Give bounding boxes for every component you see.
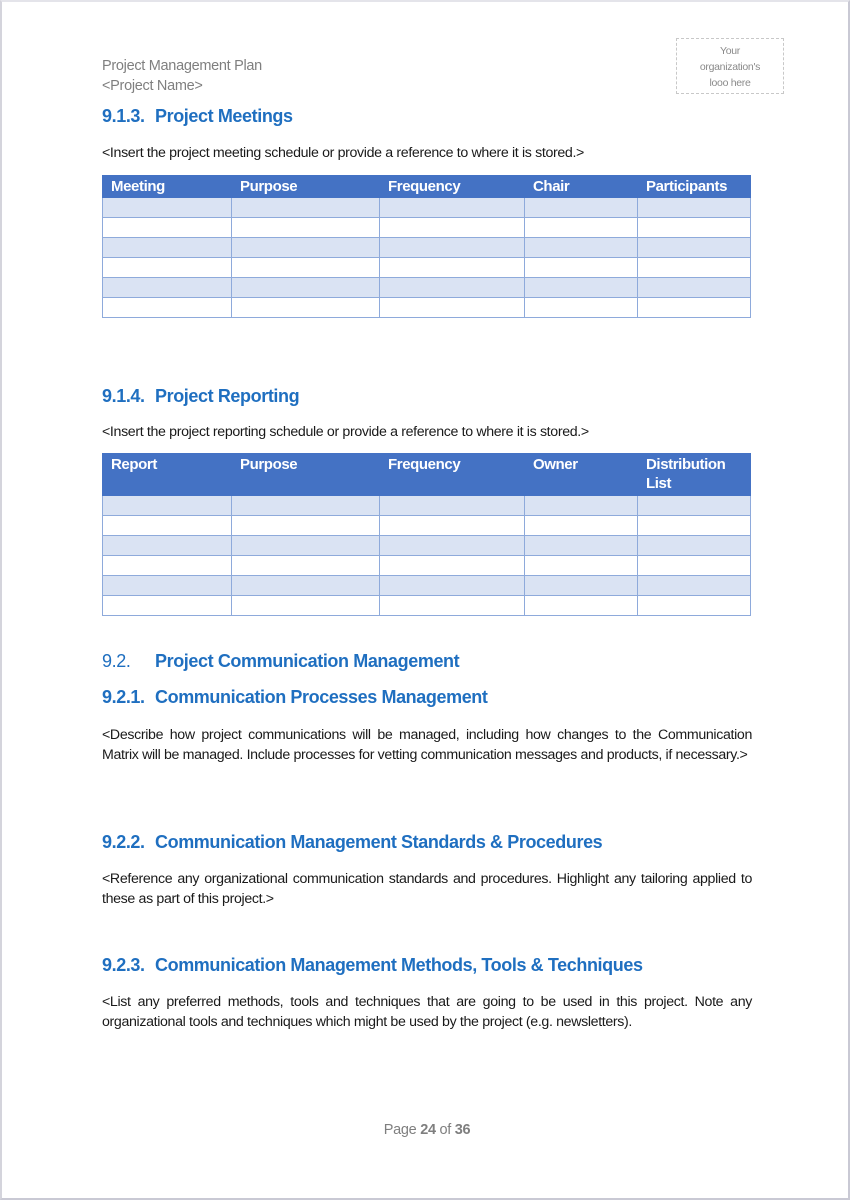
table-header-row	[103, 454, 751, 496]
section-number: 9.1.3.	[102, 106, 145, 126]
table-cell[interactable]	[232, 278, 380, 298]
table-cell[interactable]	[638, 596, 751, 616]
section-title: Communication Processes Management	[155, 687, 488, 707]
section-number: 9.2.2.	[102, 832, 145, 852]
table-row	[103, 516, 751, 536]
communication-processes-body: <Describe how project communications will be managed, including how changes to the Communication Matrix will be managed. Include processes for vetting communication messages and products, if necessary.>	[102, 727, 752, 763]
table-cell[interactable]	[103, 496, 232, 516]
table-cell[interactable]	[525, 278, 638, 298]
column-header: Distribution List	[638, 454, 751, 496]
table-cell[interactable]	[638, 238, 751, 258]
column-header: Chair	[525, 176, 638, 198]
table-cell[interactable]	[103, 576, 232, 596]
table-cell[interactable]	[638, 278, 751, 298]
table-cell[interactable]	[638, 536, 751, 556]
table-cell[interactable]	[103, 238, 232, 258]
table-row	[103, 198, 751, 218]
table-cell[interactable]	[638, 516, 751, 536]
communication-methods-body: <List any preferred methods, tools and techniques that are going to be used in this project. Note any organizational tools and techniques which might be used by the project (e.g. newsletters).	[102, 994, 752, 1030]
table-cell[interactable]	[525, 516, 638, 536]
section-title: Project Reporting	[155, 386, 300, 406]
section-title: Project Communication Management	[155, 651, 460, 671]
heading-communication-management	[102, 651, 459, 672]
column-header: Meeting	[103, 176, 232, 198]
table-row	[103, 298, 751, 318]
table-cell[interactable]	[525, 258, 638, 278]
table-cell[interactable]	[380, 298, 525, 318]
column-header: Participants	[638, 176, 751, 198]
table-cell[interactable]	[380, 556, 525, 576]
logo-line: looo here	[709, 77, 751, 89]
column-header: Owner	[525, 454, 638, 496]
table-row	[103, 576, 751, 596]
running-header	[102, 56, 262, 96]
table-cell[interactable]	[380, 278, 525, 298]
table-row	[103, 238, 751, 258]
table-row	[103, 278, 751, 298]
table-cell[interactable]	[525, 298, 638, 318]
table-cell[interactable]	[232, 516, 380, 536]
table-cell[interactable]	[380, 516, 525, 536]
table-cell[interactable]	[525, 556, 638, 576]
column-header: Frequency	[380, 176, 525, 198]
table-cell[interactable]	[103, 516, 232, 536]
table-cell[interactable]	[638, 258, 751, 278]
table-cell[interactable]	[232, 258, 380, 278]
table-cell[interactable]	[232, 218, 380, 238]
meetings-instruction: <Insert the project meeting schedule or provide a reference to where it is stored.>	[102, 145, 584, 161]
table-row	[103, 496, 751, 516]
table-cell[interactable]	[525, 238, 638, 258]
table-row	[103, 536, 751, 556]
table-cell[interactable]	[638, 298, 751, 318]
table-cell[interactable]	[380, 596, 525, 616]
section-title: Project Meetings	[155, 106, 293, 126]
table-row	[103, 258, 751, 278]
column-header: Purpose	[232, 176, 380, 198]
table-cell[interactable]	[103, 258, 232, 278]
column-header: Report	[103, 454, 232, 496]
table-cell[interactable]	[103, 536, 232, 556]
page-label: Page	[383, 1122, 417, 1138]
table-cell[interactable]	[638, 496, 751, 516]
table-cell[interactable]	[380, 576, 525, 596]
column-header: Purpose	[232, 454, 380, 496]
total-pages-number: 36	[454, 1122, 471, 1138]
section-number: 9.2.3.	[102, 955, 145, 975]
communication-standards-body: <Reference any organizational communication standards and procedures. Highlight any tailoring applied to these as part of this project.>	[102, 871, 752, 907]
section-number: 9.1.4.	[102, 386, 145, 406]
of-label: of	[439, 1122, 451, 1138]
table-cell[interactable]	[380, 218, 525, 238]
column-header: Frequency	[380, 454, 525, 496]
table-cell[interactable]	[232, 576, 380, 596]
section-number: 9.2.	[102, 651, 131, 671]
current-page-number: 24	[420, 1122, 436, 1138]
table-cell[interactable]	[380, 258, 525, 278]
table-header-row	[103, 176, 751, 198]
section-title: Communication Management Standards & Procedures	[155, 832, 603, 852]
table-row	[103, 596, 751, 616]
table-cell[interactable]	[232, 198, 380, 218]
table-cell[interactable]	[232, 496, 380, 516]
table-cell[interactable]	[103, 278, 232, 298]
page-footer	[2, 1122, 850, 1138]
table-cell[interactable]	[232, 298, 380, 318]
table-cell[interactable]	[638, 218, 751, 238]
table-cell[interactable]	[103, 298, 232, 318]
logo-placeholder	[676, 38, 784, 94]
table-cell[interactable]	[638, 576, 751, 596]
table-cell[interactable]	[380, 198, 525, 218]
table-cell[interactable]	[103, 218, 232, 238]
table-cell[interactable]	[232, 556, 380, 576]
table-cell[interactable]	[103, 556, 232, 576]
reporting-table	[102, 453, 751, 616]
table-cell[interactable]	[232, 536, 380, 556]
table-cell[interactable]	[380, 536, 525, 556]
heading-communication-standards	[102, 832, 602, 853]
table-row	[103, 556, 751, 576]
section-number: 9.2.1.	[102, 687, 145, 707]
logo-line: Your	[719, 45, 740, 57]
table-cell[interactable]	[525, 496, 638, 516]
heading-project-meetings	[102, 106, 293, 127]
table-cell[interactable]	[380, 496, 525, 516]
project-name: <Project Name>	[102, 78, 203, 94]
table-cell[interactable]	[638, 198, 751, 218]
table-cell[interactable]	[380, 238, 525, 258]
reporting-instruction: <Insert the project reporting schedule or provide a reference to where it is stored.>	[102, 424, 589, 440]
table-cell[interactable]	[232, 596, 380, 616]
heading-communication-processes	[102, 687, 488, 708]
table-cell[interactable]	[103, 596, 232, 616]
meetings-table	[102, 175, 751, 318]
table-cell[interactable]	[525, 536, 638, 556]
heading-project-reporting	[102, 386, 299, 407]
table-cell[interactable]	[525, 576, 638, 596]
table-row	[103, 218, 751, 238]
logo-line: organization's	[699, 61, 761, 73]
table-cell[interactable]	[638, 556, 751, 576]
heading-communication-methods	[102, 955, 643, 976]
table-cell[interactable]	[232, 238, 380, 258]
table-cell[interactable]	[525, 596, 638, 616]
table-cell[interactable]	[525, 218, 638, 238]
section-title: Communication Management Methods, Tools & Techniques	[155, 955, 643, 975]
table-cell[interactable]	[103, 198, 232, 218]
table-cell[interactable]	[525, 198, 638, 218]
doc-title: Project Management Plan	[102, 58, 262, 74]
